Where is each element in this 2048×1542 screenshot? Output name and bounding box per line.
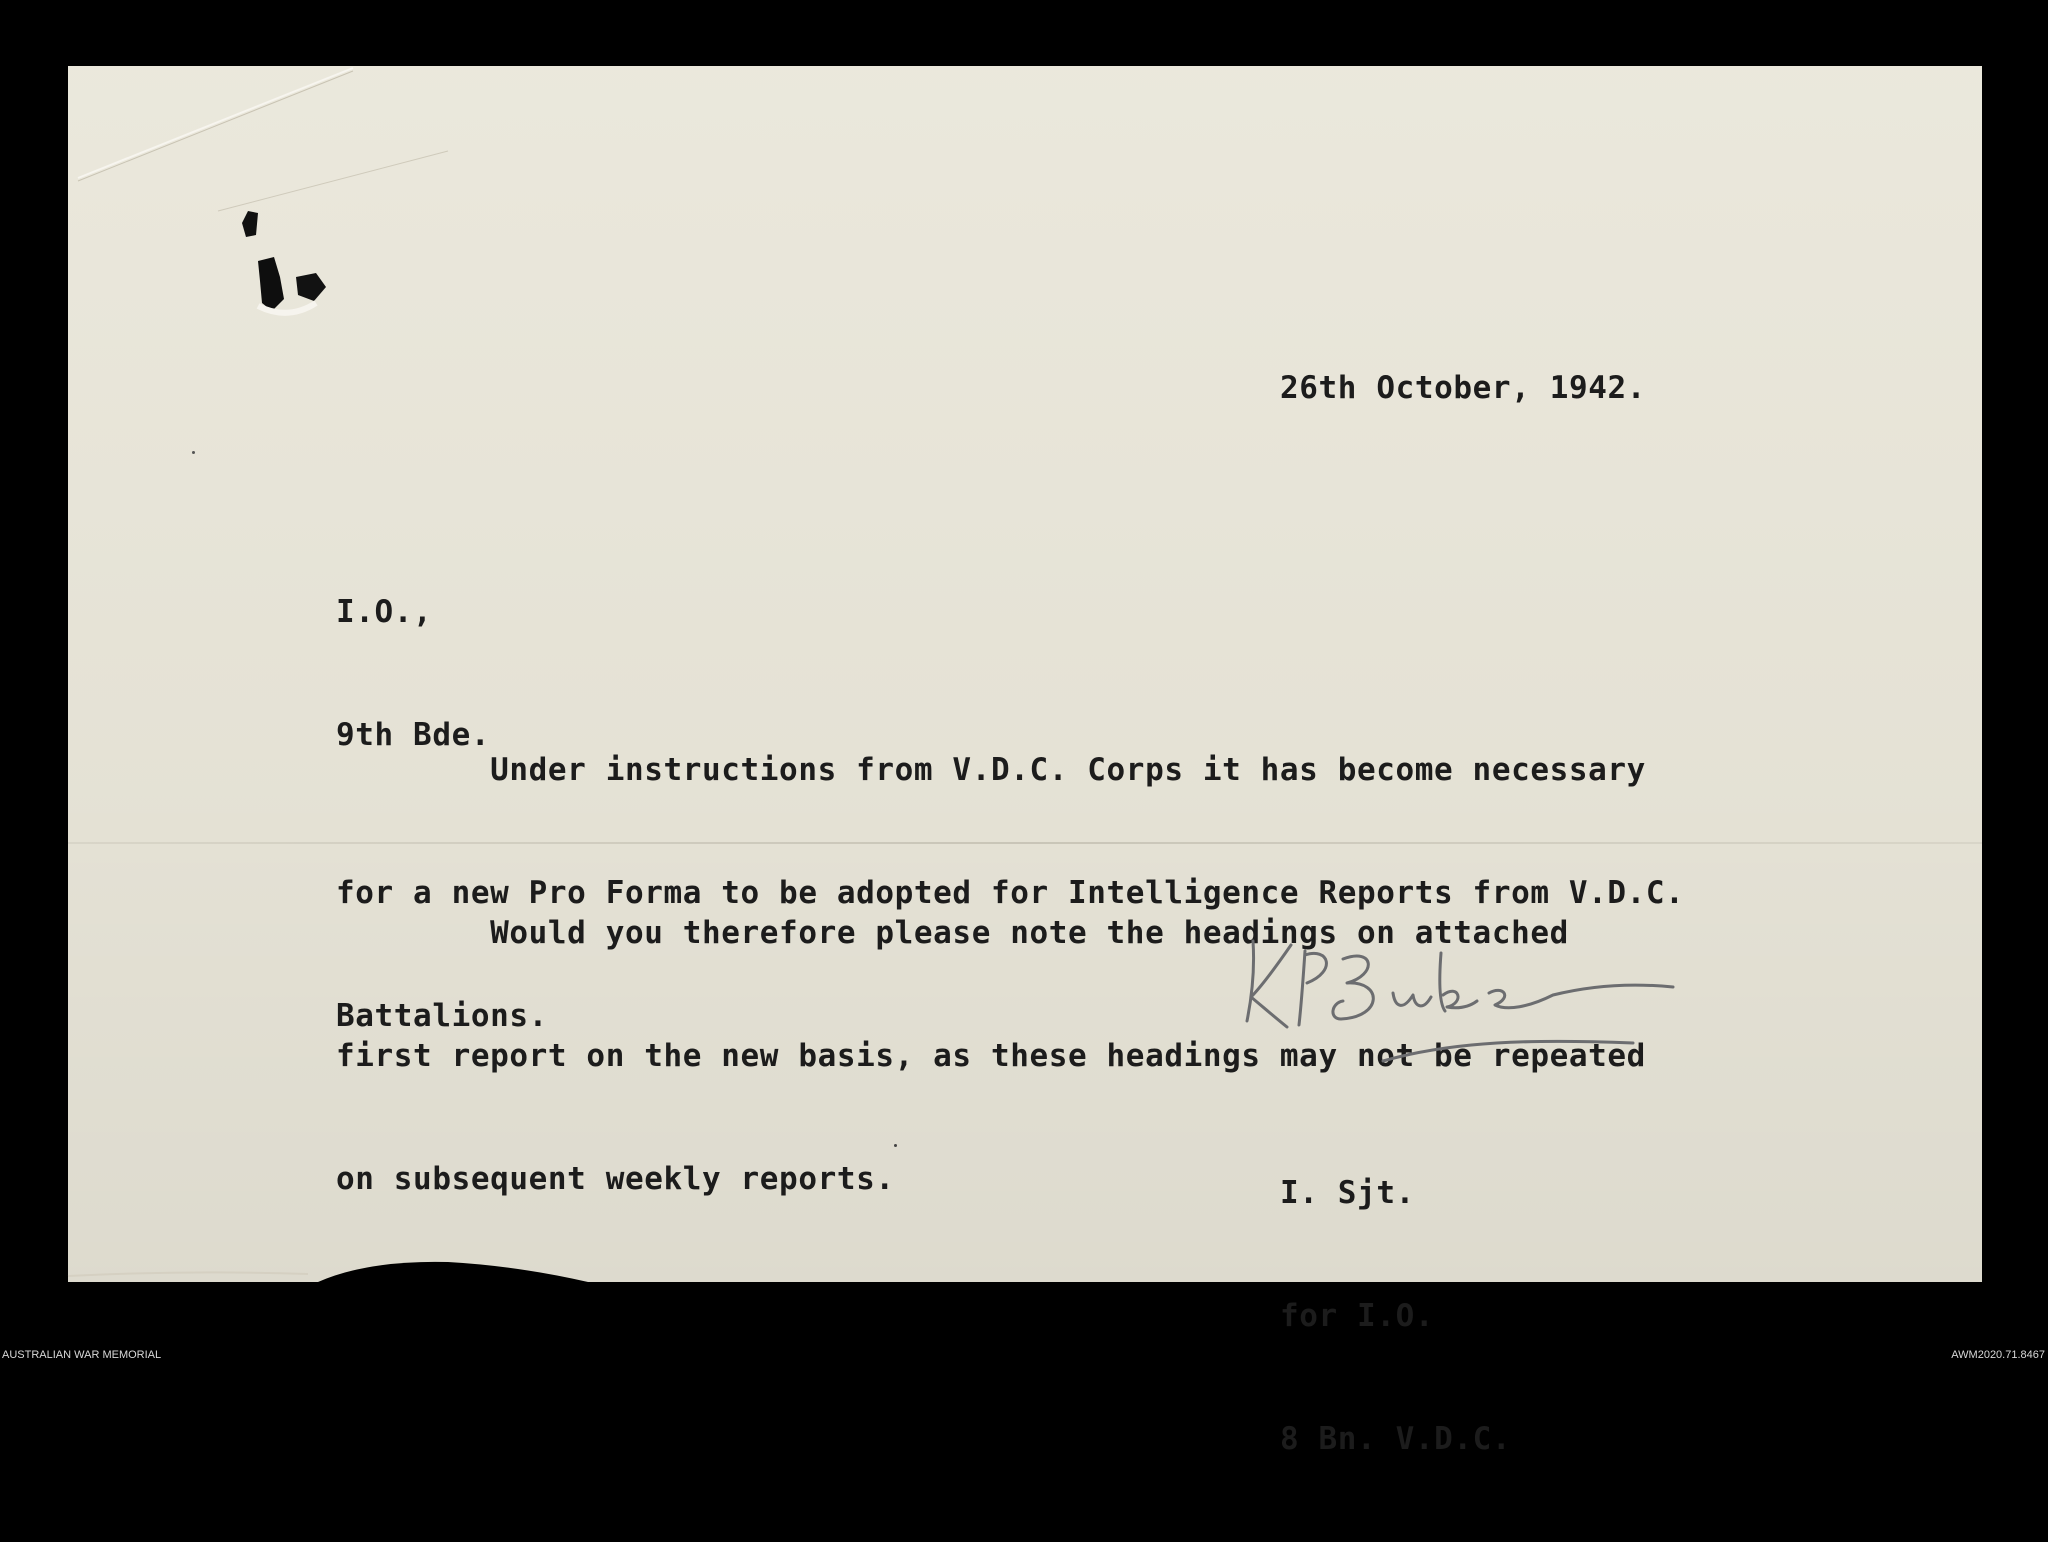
addressee-line: I.O., [336,594,433,630]
ink-speck [192,451,195,454]
signature-block [1280,1091,1511,1542]
letter-date: 26th October, 1942. [1280,370,1647,406]
signature-line: for I.O. [1280,1298,1435,1334]
signature-line: 8 Bn. V.D.C. [1280,1421,1512,1457]
ink-speck [894,1144,897,1147]
punch-holes [218,211,448,401]
handwritten-signature [1233,911,1793,1091]
paper-crease [68,66,368,186]
torn-edge [68,1252,1982,1282]
paragraph-line: first report on the new basis, as these headings may not be repeated [336,1038,1646,1074]
paragraph-line: for a new Pro Forma to be adopted for Intelligence Reports from V.D.C. [336,875,1685,911]
paragraph-line: Would you therefore please note the headings on attached [336,915,1569,951]
signature-line: I. Sjt. [1280,1175,1415,1211]
footer-accession-number: AWM2020.71.8467 [1951,1349,2045,1361]
paragraph-line: Battalions. [336,998,548,1034]
addressee-line: 9th Bde. [336,717,491,753]
paragraph-line: on subsequent weekly reports. [336,1161,895,1197]
paragraph-line: Under instructions from V.D.C. Corps it has become necessary [336,752,1646,788]
footer-archive-name: AUSTRALIAN WAR MEMORIAL [2,1349,162,1361]
